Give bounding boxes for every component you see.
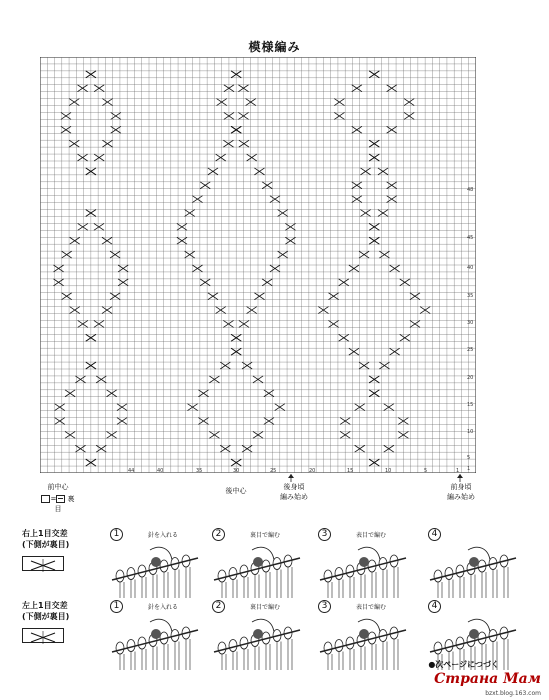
step-number: 4 <box>428 600 441 613</box>
column-number: 15 <box>347 468 354 474</box>
knit-drawing <box>428 540 518 600</box>
row-number: 45 <box>467 235 474 241</box>
step-note: 表目で編む <box>356 604 387 611</box>
cross-symbol <box>22 556 64 571</box>
step-illustration <box>212 600 302 670</box>
row-number: 48 <box>467 187 474 193</box>
column-number: 1 <box>456 468 460 474</box>
row-number: 40 <box>467 265 474 271</box>
knit-drawing <box>110 540 200 600</box>
purl-symbol <box>56 495 65 503</box>
row-number: 10 <box>467 429 474 435</box>
column-number: 30 <box>233 468 240 474</box>
step-illustration <box>318 600 408 670</box>
front-center-label: 前中心 = 裏目 <box>38 482 78 514</box>
knit-drawing <box>318 612 408 672</box>
step-note: 針を入れる <box>148 604 179 611</box>
step-note: 針を入れる <box>148 532 179 539</box>
column-number: 10 <box>385 468 392 474</box>
column-number: 44 <box>128 468 135 474</box>
step-number: 2 <box>212 600 225 613</box>
row-number: 20 <box>467 375 474 381</box>
front-body-start-label: 前身頃 編み始め <box>447 483 475 501</box>
row-number: 1 <box>467 466 471 472</box>
step-illustration <box>318 528 408 598</box>
step-number: 2 <box>212 528 225 541</box>
step-number: 1 <box>110 528 123 541</box>
watermark-url: bzxt.blog.163.com <box>485 690 541 697</box>
column-number: 35 <box>196 468 203 474</box>
step-number: 3 <box>318 528 331 541</box>
column-number: 25 <box>270 468 277 474</box>
row-number: 25 <box>467 347 474 353</box>
back-center-label: 後中心 <box>225 487 247 495</box>
row-number: 5 <box>467 455 471 461</box>
step-illustration <box>212 528 302 598</box>
step-note: 裏目で編む <box>250 604 281 611</box>
row-number: 15 <box>467 402 474 408</box>
step-illustration <box>110 600 200 670</box>
step-note: 裏目で編む <box>250 532 281 539</box>
step-illustration <box>428 528 518 598</box>
knit-drawing <box>212 540 302 600</box>
watermark-logo: Страна Мам <box>434 671 541 687</box>
step-note: 表目で編む <box>356 532 387 539</box>
continue-note: ●次ページにつづく <box>428 660 499 669</box>
column-number: 5 <box>424 468 428 474</box>
cross-symbol <box>22 628 64 643</box>
column-number: 40 <box>157 468 164 474</box>
knit-drawing <box>212 612 302 672</box>
chart-grid <box>40 57 476 473</box>
column-number: 20 <box>309 468 316 474</box>
chart-title: 模様編み <box>248 40 301 54</box>
step-number: 4 <box>428 528 441 541</box>
row-number: 35 <box>467 293 474 299</box>
knit-symbol <box>41 495 50 503</box>
cross-title: 右上1目交差 (下側が裏目) <box>22 529 70 549</box>
step-number: 1 <box>110 600 123 613</box>
row-number: 30 <box>467 320 474 326</box>
knit-drawing <box>318 540 408 600</box>
back-body-start-label: 後身頃 編み始め <box>280 483 308 501</box>
knit-drawing <box>110 612 200 672</box>
step-illustration <box>110 528 200 598</box>
step-number: 3 <box>318 600 331 613</box>
cross-title: 左上1目交差 (下側が裏目) <box>22 601 70 621</box>
knitting-chart <box>40 57 476 473</box>
start-arrows <box>0 473 549 485</box>
